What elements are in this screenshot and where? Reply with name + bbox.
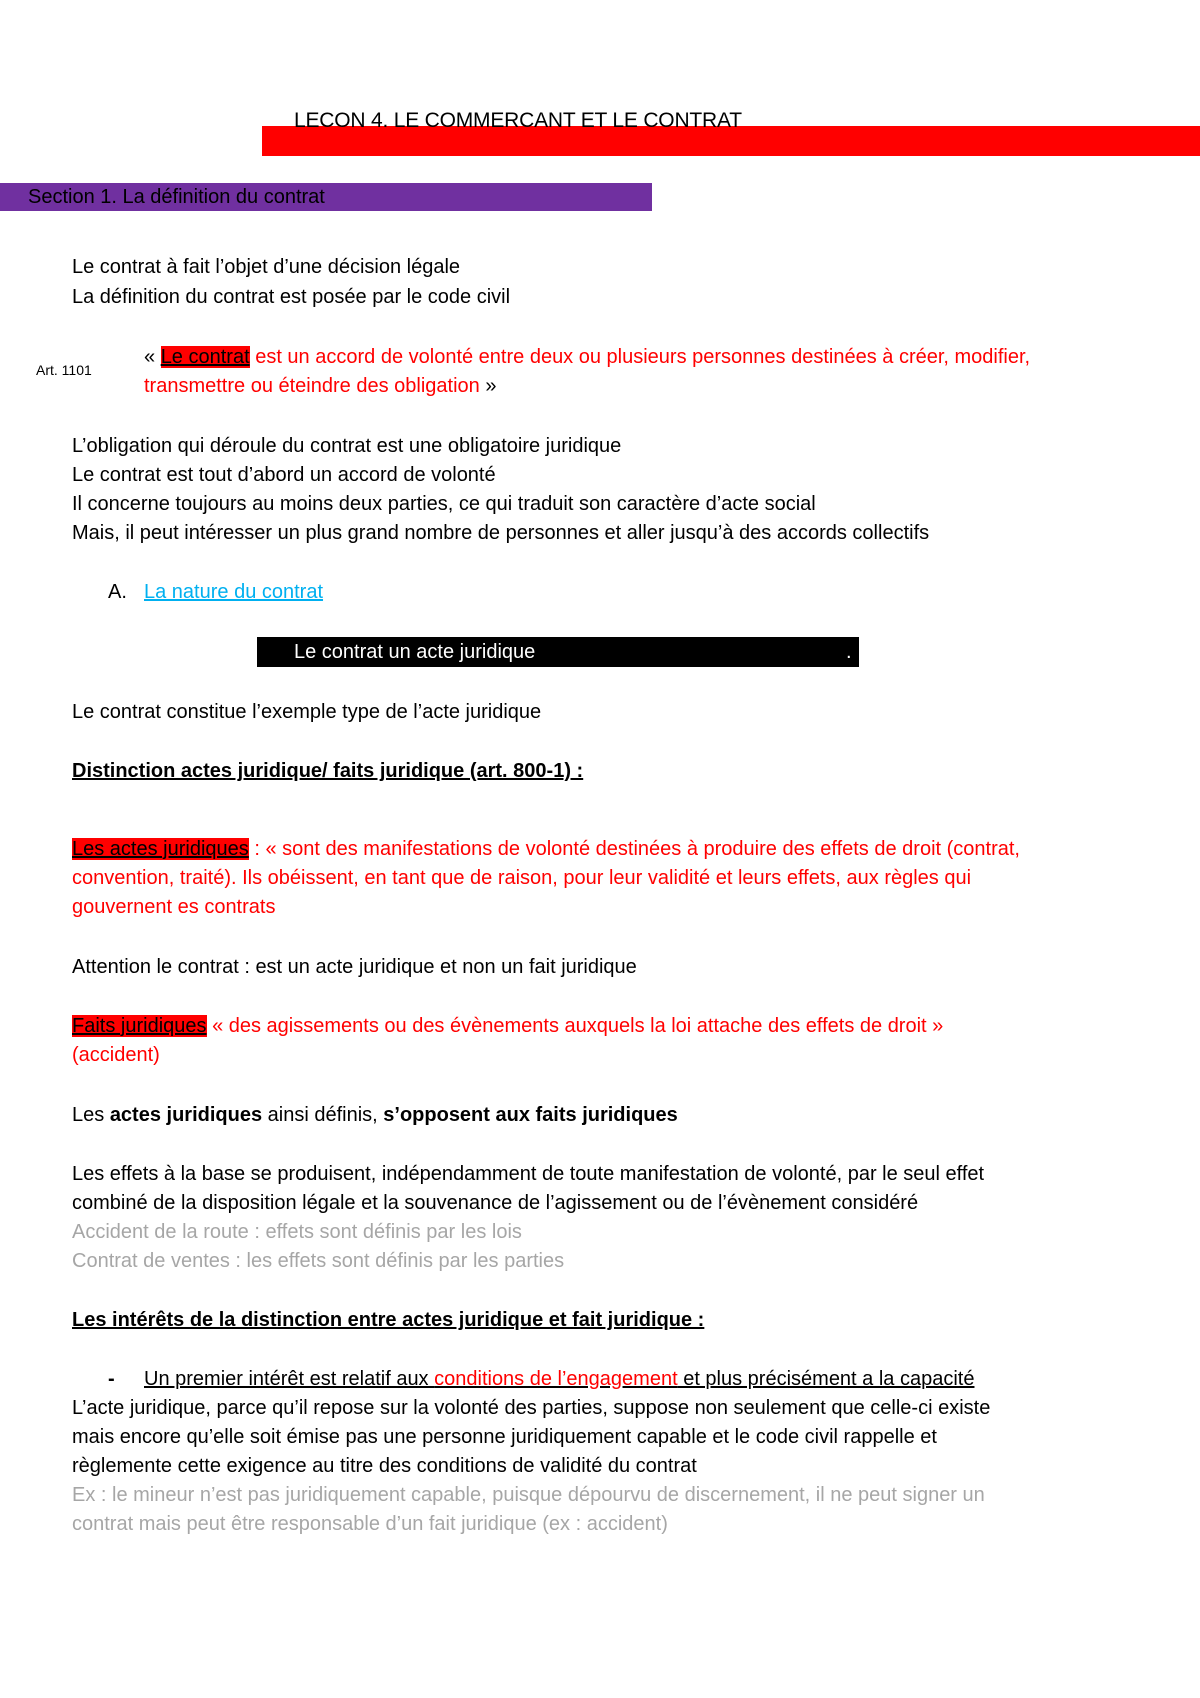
premier-interet-emphasis: conditions de l’engagement [434, 1368, 678, 1390]
intro-line: La définition du contrat est posée par le code civil [72, 286, 511, 308]
highlighted-term: Faits juridiques [72, 1015, 207, 1037]
body-line: L’acte juridique, parce qu’il repose sur la volonté des parties, suppose non seulement que celle-ci existe [72, 1397, 991, 1419]
example-line: Contrat de ventes : les effets sont définis par les parties [72, 1250, 565, 1272]
opposent-text: ainsi définis, [262, 1104, 384, 1126]
banner-text: Le contrat un acte juridique [294, 641, 536, 663]
body-line: Le contrat est tout d’abord un accord de volonté [72, 464, 496, 486]
intro-line: Le contrat à fait l’objet d’une décision légale [72, 256, 461, 278]
premier-interet-line [144, 1364, 974, 1394]
open-quote: « [144, 346, 161, 368]
body-line: L’obligation qui déroule du contrat est une obligatoire juridique [72, 435, 622, 457]
body-line: Il concerne toujours au moins deux parties, ce qui traduit son caractère d’acte social [72, 493, 816, 515]
body-line: Le contrat constitue l’exemple type de l’acte juridique [72, 701, 542, 723]
premier-interet-text: Un premier intérêt est relatif aux [144, 1368, 435, 1390]
opposent-bold: actes juridiques [109, 1104, 263, 1126]
premier-interet-text: et plus précisément a la capacité [677, 1368, 975, 1390]
attention-line: Attention le contrat : est un acte juridique et non un fait juridique [72, 956, 637, 978]
bullet-dash: - [108, 1368, 115, 1390]
body-line: Les effets à la base se produisent, indépendamment de toute manifestation de volonté, par le seul effet [72, 1163, 985, 1185]
highlighted-term: Le contrat [160, 346, 250, 368]
opposent-bold: s’opposent aux faits juridiques [383, 1104, 678, 1126]
article-quote-line-2 [144, 371, 496, 401]
actes-line-1 [72, 834, 1020, 864]
close-quote: » [479, 375, 497, 397]
interets-heading: Les intérêts de la distinction entre actes juridique et fait juridique : [72, 1309, 705, 1331]
example-line: Accident de la route : effets sont définis par les lois [72, 1221, 522, 1243]
body-line: Mais, il peut intéresser un plus grand nombre de personnes et aller jusqu’à des accords collectifs [72, 522, 930, 544]
faits-line-1 [72, 1011, 943, 1041]
body-line: règlemente cette exigence au titre des conditions de validité du contrat [72, 1455, 697, 1477]
faits-line-2: (accident) [72, 1044, 160, 1066]
example-line: Ex : le mineur n’est pas juridiquement capable, puisque dépourvu de discernement, il ne peut signer un [72, 1484, 985, 1506]
distinction-heading: Distinction actes juridique/ faits juridique (art. 800-1) : [72, 760, 584, 782]
actes-definition: : « sont des manifestations de volonté destinées à produire des effets de droit (contrat, [248, 838, 1020, 860]
subsection-link[interactable]: La nature du contrat [144, 581, 324, 603]
banner-dot: . [846, 641, 852, 663]
body-line: mais encore qu’elle soit émise pas une personne juridiquement capable et le code civil rappelle et [72, 1426, 937, 1448]
article-text: est un accord de volonté entre deux ou plusieurs personnes destinées à créer, modifier, [249, 346, 1031, 368]
opposent-text: Les [72, 1104, 110, 1126]
actes-line-2: convention, traité). Ils obéissent, en tant que de raison, pour leur validité et leurs effets, aux règles qui [72, 867, 972, 889]
actes-line-3: gouvernent es contrats [72, 896, 276, 918]
body-line: combiné de la disposition légale et la souvenance de l’agissement ou de l’évènement considéré [72, 1192, 919, 1214]
article-text: transmettre ou éteindre des obligation [144, 375, 480, 397]
opposent-line [72, 1100, 678, 1130]
article-quote-line-1 [144, 342, 1030, 372]
subsection-marker: A. [108, 581, 127, 603]
example-line: contrat mais peut être responsable d’un fait juridique (ex : accident) [72, 1513, 668, 1535]
section-heading: Section 1. La définition du contrat [28, 186, 325, 208]
article-label: Art. 1101 [36, 362, 92, 378]
highlighted-term: Les actes juridiques [72, 838, 249, 860]
faits-definition: « des agissements ou des évènements auxquels la loi attache des effets de droit » [206, 1015, 944, 1037]
page-title: LECON 4. LE COMMERCANT ET LE CONTRAT [294, 109, 742, 132]
